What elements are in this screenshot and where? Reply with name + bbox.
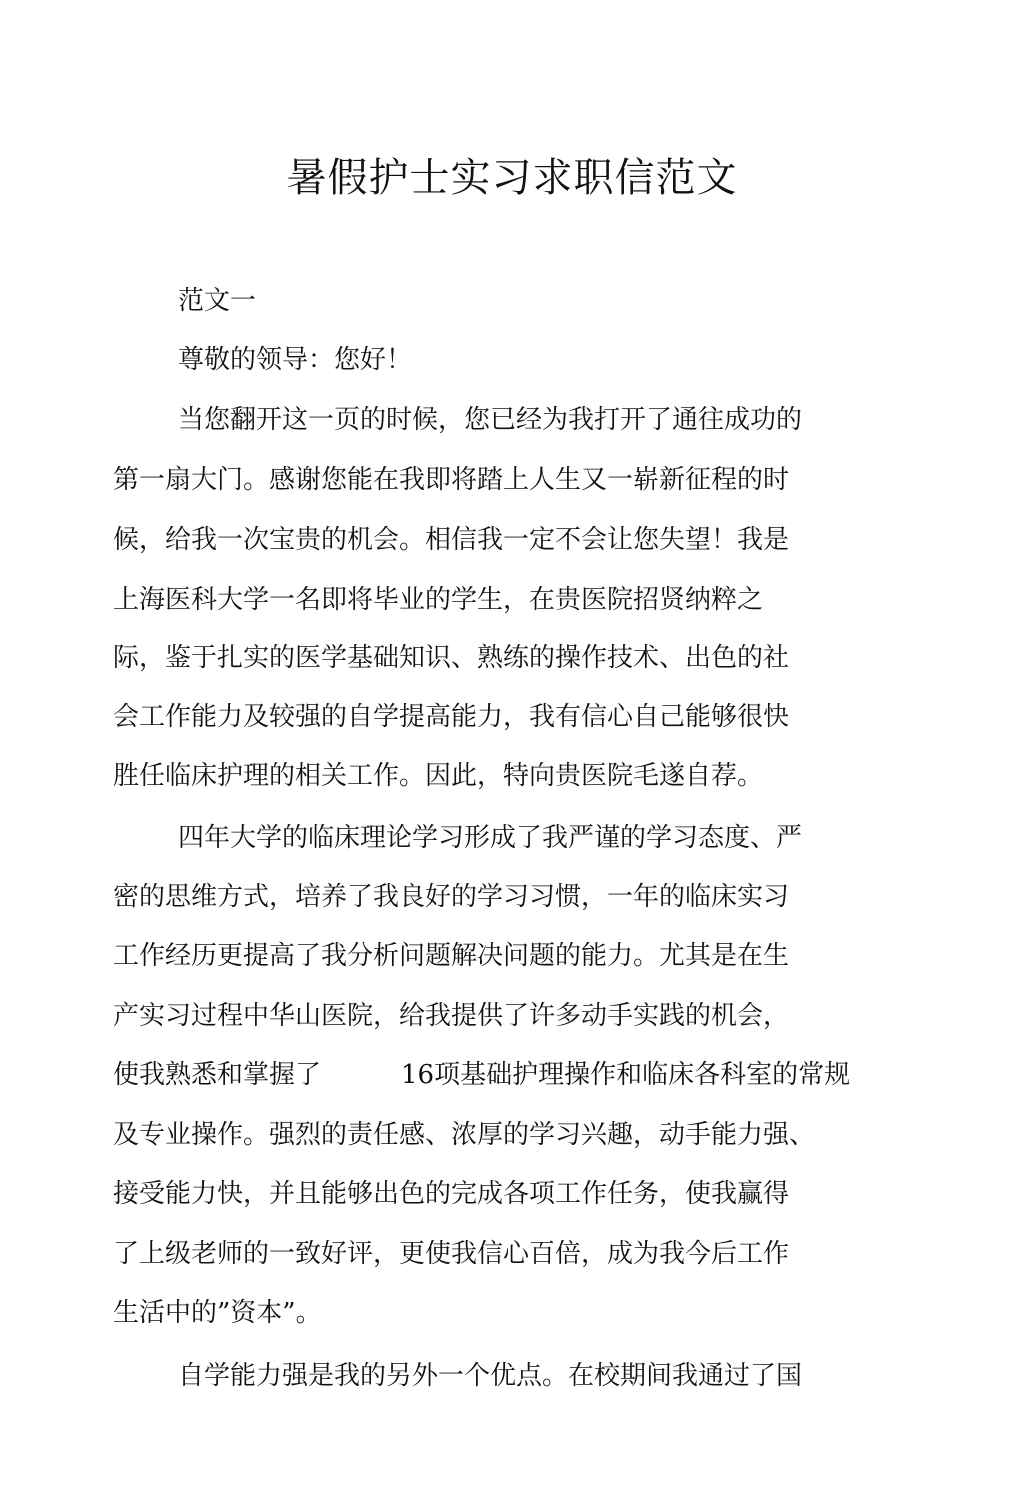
paragraph-line: 及专业操作。强烈的责任感、浓厚的学习兴趣，动手能力强、 [113,1120,816,1150]
paragraph-line: 上海医科大学一名即将毕业的学生，在贵医院招贤纳粹之 [113,585,764,615]
document-title: 暑假护士实习求职信范文 [286,155,738,201]
paragraph-line: 接受能力快，并且能够出色的完成各项工作任务，使我赢得 [113,1179,790,1209]
paragraph-line-part: 使我熟悉和掌握了 [113,1060,322,1090]
paragraph-line: 了上级老师的一致好评，更使我信心百倍，成为我今后工作 [113,1239,790,1269]
paragraph-line: 生活中的”资本”。 [113,1298,322,1328]
paragraph-line: 际，鉴于扎实的医学基础知识、熟练的操作技术、出色的社 [113,643,790,673]
paragraph-line: 会工作能力及较强的自学提高能力，我有信心自己能够很快 [113,702,790,732]
paragraph-line: 当您翻开这一页的时候，您已经为我打开了通往成功的 [178,405,803,435]
section-label: 范文一 [178,286,257,316]
paragraph-line: 工作经历更提高了我分析问题解决问题的能力。尤其是在生 [113,941,790,971]
paragraph-line: 胜任临床护理的相关工作。因此，特向贵医院毛遂自荐。 [113,761,764,791]
paragraph-line: 第一扇大门。感谢您能在我即将踏上人生又一崭新征程的时 [113,465,790,495]
paragraph-line: 产实习过程中华山医院，给我提供了许多动手实践的机会， [113,1001,790,1031]
salutation: 尊敬的领导：您好！ [178,345,413,375]
paragraph-line: 自学能力强是我的另外一个优点。在校期间我通过了国 [178,1361,803,1391]
paragraph-line: 候，给我一次宝贵的机会。相信我一定不会让您失望！我是 [113,525,790,555]
paragraph-line-part: 16项基础护理操作和临床各科室的常规 [401,1060,851,1090]
paragraph-line [113,1055,850,1095]
paragraph-line: 四年大学的临床理论学习形成了我严谨的学习态度、严 [178,823,803,853]
paragraph-line: 密的思维方式，培养了我良好的学习习惯，一年的临床实习 [113,882,790,912]
